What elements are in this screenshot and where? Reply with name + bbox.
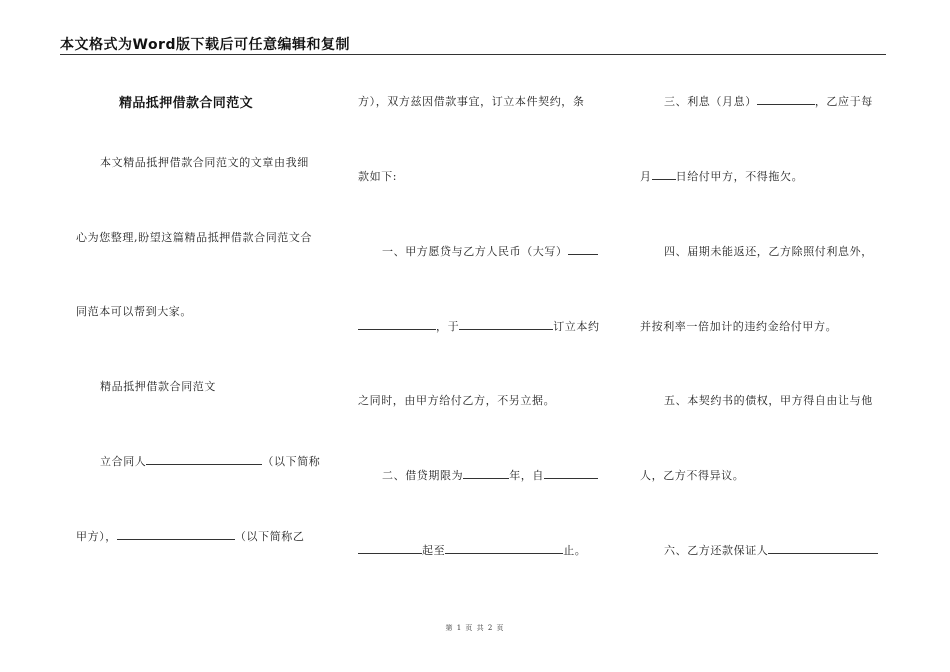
item-6-line-1 [664, 542, 878, 558]
contract-subtitle: 精品抵押借款合同范文 [100, 380, 216, 393]
party-a-suffix: （以下简称 [262, 455, 321, 468]
item-3-day-blank [652, 168, 676, 180]
item-3-prefix: 三、利息（月息） [664, 95, 757, 108]
item-5-line-2: 人，乙方不得异议。 [640, 469, 745, 482]
intro-line-3: 同范本可以帮到大家。 [76, 305, 192, 318]
item-2-line-1 [382, 467, 598, 483]
item-2-prefix: 二、借贷期限为 [382, 469, 464, 482]
item-3-suffix: ，乙应于每 [814, 95, 873, 108]
party-a-prefix: 立合同人 [100, 455, 147, 468]
document-title: 精品抵押借款合同范文 [119, 96, 254, 111]
item-3-line2-suffix: 日给付甲方，不得拖欠。 [675, 170, 804, 183]
item-2-end-blank [445, 542, 563, 554]
item-2-mid: 年，自 [509, 469, 545, 482]
item-1-line-1 [382, 243, 598, 259]
col2-line-1: 方），双方兹因借款事宜，订立本件契约，条 [358, 95, 585, 108]
party-b-line [76, 528, 305, 544]
item-1-date-blank [459, 318, 553, 330]
intro-line-1: 本文精品抵押借款合同范文的文章由我细 [100, 156, 309, 169]
item-1-line-3: 之同时，由甲方给付乙方，不另立据。 [358, 394, 556, 407]
item-2-start-blank-2 [358, 542, 422, 554]
page-footer: 第 1 页 共 2 页 [445, 624, 505, 632]
item-6-prefix: 六、乙方还款保证人 [664, 544, 769, 557]
item-3-line-2 [640, 168, 803, 184]
item-1-amount-blank-2 [358, 318, 436, 330]
item-2-line-2 [358, 542, 586, 558]
item-1-line-2 [358, 318, 600, 334]
item-1-suffix: 订立本约 [553, 320, 600, 333]
item-4-line-2: 并按利率一倍加计的违约金给付甲方。 [640, 320, 838, 333]
intro-line-2: 心为您整理,盼望这篇精品抵押借款合同范文合 [76, 231, 313, 244]
col2-line-2: 款如下: [358, 170, 398, 183]
party-b-prefix: 甲方）， [76, 530, 117, 543]
item-1-amount-blank [568, 243, 598, 255]
item-1-mid: ，于 [436, 320, 460, 333]
party-b-suffix: （以下简称乙 [234, 530, 305, 543]
item-4-line-1: 四、届期未能返还，乙方除照付利息外， [664, 245, 873, 258]
party-a-line [100, 453, 320, 469]
item-3-line-1 [664, 93, 873, 109]
item-6-guarantor-blank [768, 542, 878, 554]
party-a-blank [146, 453, 262, 465]
column-2 [330, 0, 620, 672]
item-2-line2-suffix: 止。 [563, 544, 587, 557]
item-2-line2-mid: 起至 [422, 544, 446, 557]
item-1-prefix: 一、甲方愿贷与乙方人民币（大写） [382, 245, 568, 258]
item-3-interest-blank [757, 93, 815, 105]
item-2-start-blank [544, 467, 598, 479]
column-3 [620, 0, 920, 672]
column-1 [0, 0, 330, 672]
item-3-line2-prefix: 月 [640, 170, 652, 183]
header-text: 本文格式为Word版下载后可任意编辑和复制 [60, 37, 350, 53]
party-b-blank [117, 528, 235, 540]
item-2-years-blank [463, 467, 509, 479]
item-5-line-1: 五、本契约书的债权，甲方得自由让与他 [664, 394, 873, 407]
